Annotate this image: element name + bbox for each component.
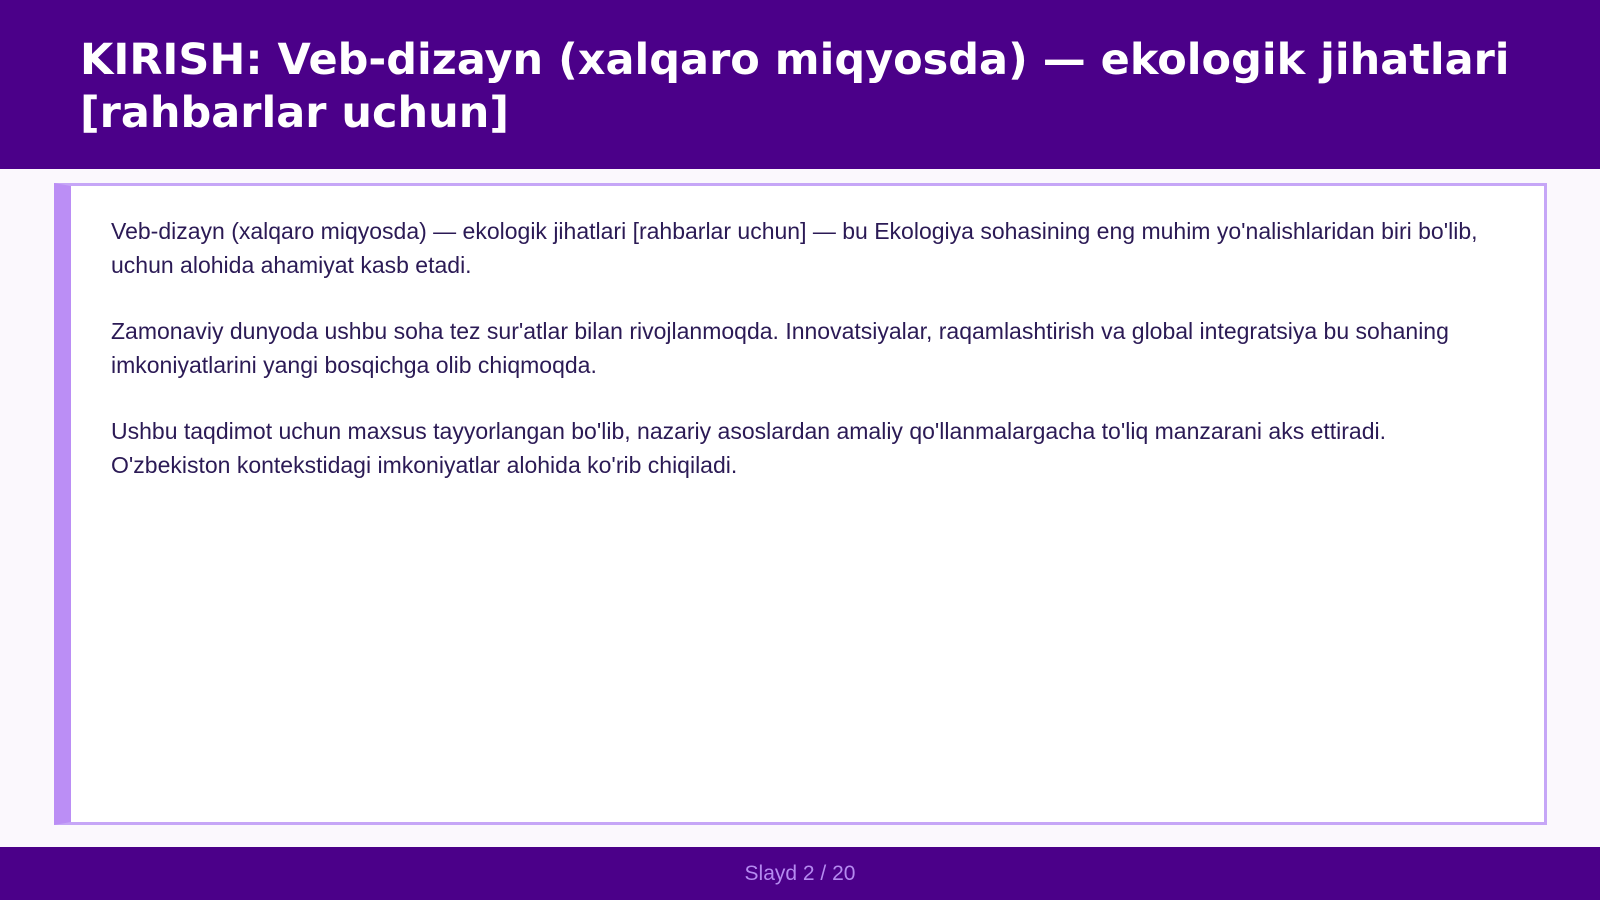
paragraph-3: Ushbu taqdimot uchun maxsus tayyorlangan bo'lib, nazariy asoslardan amaliy qo'llanmalargacha to'liq manzarani aks ettiradi. O'zbekiston kontekstidagi imkoniyatlar alohida ko'rib chiqiladi. <box>111 418 1387 478</box>
paragraph-1: Veb-dizayn (xalqaro miqyosda) — ekologik jihatlari [rahbarlar uchun] — bu Ekologiya sohasining eng muhim yo'nalishlaridan biri bo'lib, uchun alohida ahamiyat kasb etadi. <box>111 218 1478 278</box>
content-body <box>111 214 1511 514</box>
paragraph-2: Zamonaviy dunyoda ushbu soha tez sur'atlar bilan rivojlanmoqda. Innovatsiyalar, raqamlashtirish va global integratsiya bu sohaning imkoniyatlarini yangi bosqichga olib chiqmoqda. <box>111 318 1449 378</box>
slide-title: KIRISH: Veb-dizayn (xalqaro miqyosda) — ekologik jihatlari [rahbarlar uchun] <box>80 35 1510 138</box>
slide-number: Slayd 2 / 20 <box>744 862 856 885</box>
